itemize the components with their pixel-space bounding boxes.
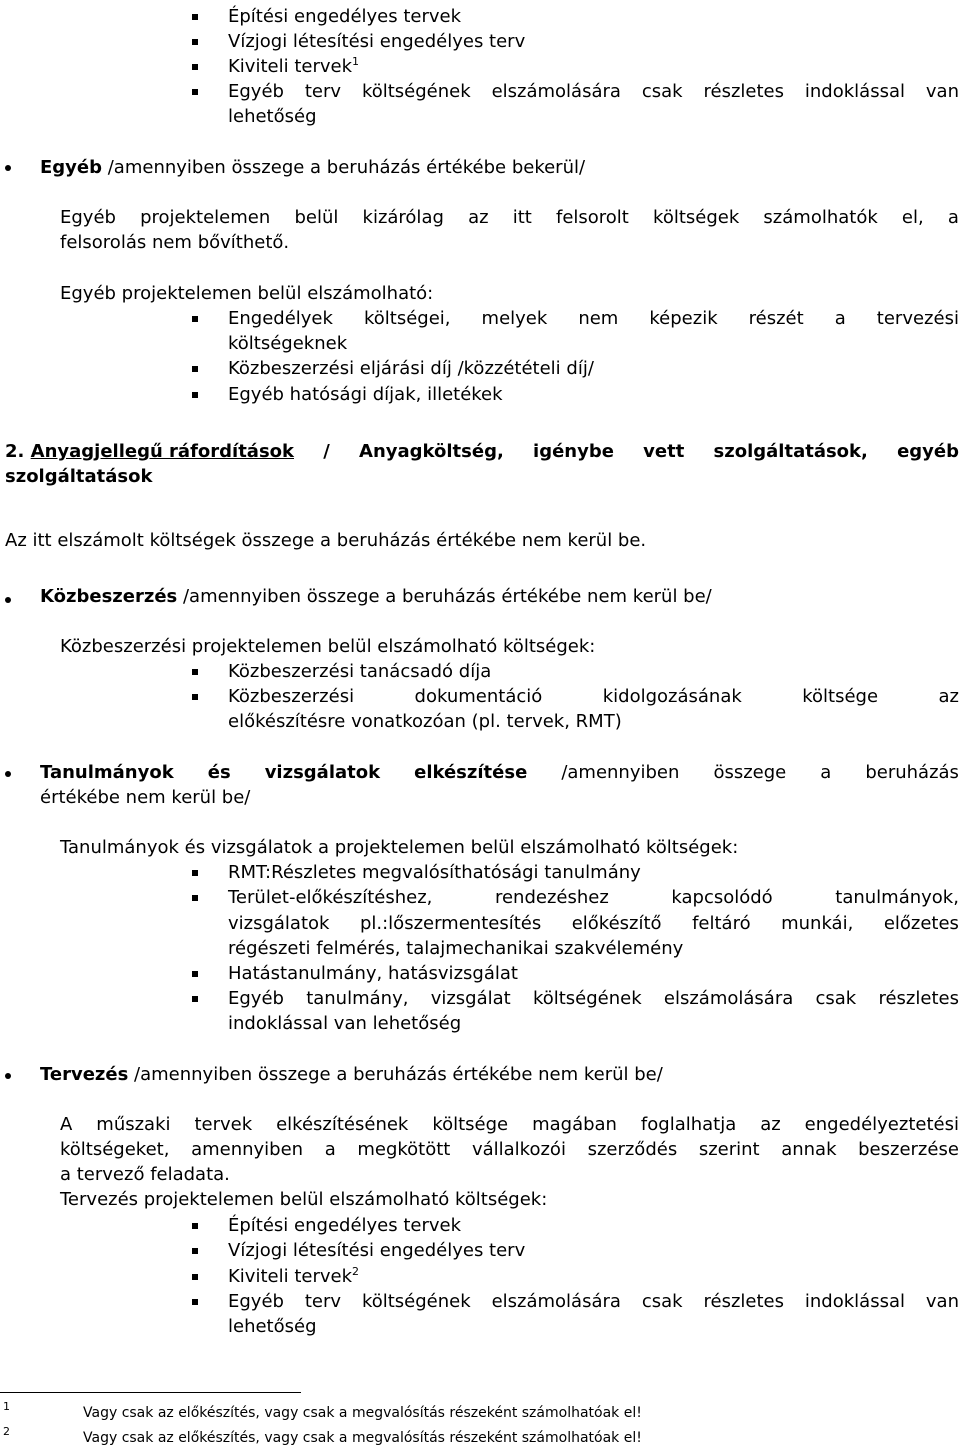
- footnote-text: Vagy csak az előkészítés, vagy csak a megvalósítás részeként számolhatóak el!: [83, 1430, 642, 1446]
- sub-label: Közbeszerzési projektelemen belül elszámolható költségek:: [60, 636, 596, 657]
- footnote-number: 2: [3, 1425, 10, 1438]
- section-heading: Tanulmányok és vizsgálatok elkészítése /amennyiben összege a beruházás: [40, 762, 959, 783]
- list-item: Közbeszerzési eljárási díj /közzétételi díj/: [228, 358, 594, 379]
- square-bullet-icon: [192, 1223, 198, 1229]
- list-item-line: Egyéb terv költségének elszámolására csak részletes indoklással van: [228, 1291, 959, 1312]
- list-item-line: indoklással van lehetőség: [228, 1013, 462, 1034]
- square-bullet-icon: [192, 669, 198, 675]
- footnote-number: 1: [3, 1400, 10, 1413]
- square-bullet-icon: [192, 971, 198, 977]
- bullet-dot-icon: [5, 165, 11, 171]
- list-item: Közbeszerzési tanácsadó díja: [228, 661, 492, 682]
- section-title-line2: szolgáltatások: [5, 466, 153, 487]
- list-item: Hatástanulmány, hatásvizsgálat: [228, 963, 518, 984]
- list-item-line: Engedélyek költségei, melyek nem képezik részét a tervezési: [228, 308, 959, 329]
- section-note: Az itt elszámolt költségek összege a beruházás értékébe nem kerül be.: [5, 530, 647, 551]
- list-item: Kiviteli tervek$^1$: [228, 55, 359, 77]
- list-item: Vízjogi létesítési engedélyes terv: [228, 1240, 526, 1261]
- footnote-ref: 1: [352, 55, 359, 68]
- square-bullet-icon: [192, 89, 198, 95]
- list-item-line: lehetőség: [228, 1316, 317, 1337]
- list-item: RMT:Részletes megvalósíthatósági tanulmány: [228, 862, 641, 883]
- sub-label: Tanulmányok és vizsgálatok a projektelemen belül elszámolható költségek:: [60, 837, 739, 858]
- list-item-line: vizsgálatok pl.:lőszermentesítés előkészítő feltáró munkái, előzetes: [228, 913, 959, 934]
- section-heading: Közbeszerzés /amennyiben összege a beruházás értékébe nem kerül be/: [40, 586, 712, 607]
- list-item-line: lehetőség: [228, 106, 317, 127]
- square-bullet-icon: [192, 316, 198, 322]
- footnote-text: Vagy csak az előkészítés, vagy csak a megvalósítás részeként számolhatóak el!: [83, 1405, 642, 1421]
- footnote-ref: 2: [352, 1265, 359, 1278]
- paragraph-line: felsorolás nem bővíthető.: [60, 232, 290, 253]
- square-bullet-icon: [192, 1274, 198, 1280]
- square-bullet-icon: [192, 366, 198, 372]
- square-bullet-icon: [192, 694, 198, 700]
- paragraph-line: a tervező feladata.: [60, 1164, 230, 1185]
- section-heading: Egyéb /amennyiben összege a beruházás értékébe bekerül/: [40, 157, 586, 178]
- paragraph-line: költségeket, amennyiben a megkötött vállalkozói szerződés szerint annak beszerzése: [60, 1139, 959, 1160]
- square-bullet-icon: [192, 895, 198, 901]
- sub-label: Tervezés projektelemen belül elszámolható költségek:: [60, 1189, 548, 1210]
- square-bullet-icon: [192, 64, 198, 70]
- list-item-line: régészeti felmérés, talajmechanikai szakvélemény: [228, 938, 684, 959]
- paragraph-line: A műszaki tervek elkészítésének költsége magában foglalhatja az engedélyeztetési: [60, 1114, 959, 1135]
- square-bullet-icon: [192, 14, 198, 20]
- bullet-dot-icon: [5, 1073, 11, 1079]
- list-item-line: Egyéb tanulmány, vizsgálat költségének elszámolására csak részletes: [228, 988, 959, 1009]
- list-item: Kiviteli tervek$^2$: [228, 1265, 359, 1287]
- bullet-dot-icon: [5, 597, 11, 603]
- list-item: Vízjogi létesítési engedélyes terv: [228, 31, 526, 52]
- square-bullet-icon: [192, 1248, 198, 1254]
- section-title: 2. Anyagjellegű ráfordítások / Anyagköltség, igénybe vett szolgáltatások, egyéb: [5, 441, 959, 462]
- footnote-divider: [0, 1392, 301, 1393]
- square-bullet-icon: [192, 996, 198, 1002]
- paragraph-line: Egyéb projektelemen belül kizárólag az itt felsorolt költségek számolhatók el, a: [60, 207, 959, 228]
- list-item-line: előkészítésre vonatkozóan (pl. tervek, RMT): [228, 711, 622, 732]
- list-item-line: Terület-előkészítéshez, rendezéshez kapcsolódó tanulmányok,: [228, 887, 959, 908]
- section-heading-line2: értékébe nem kerül be/: [40, 787, 251, 808]
- square-bullet-icon: [192, 39, 198, 45]
- sub-label: Egyéb projektelemen belül elszámolható:: [60, 283, 434, 304]
- section-heading: Tervezés /amennyiben összege a beruházás értékébe nem kerül be/: [40, 1064, 663, 1085]
- square-bullet-icon: [192, 392, 198, 398]
- list-item-line: Egyéb terv költségének elszámolására csak részletes indoklással van: [228, 81, 959, 102]
- square-bullet-icon: [192, 870, 198, 876]
- list-item: Építési engedélyes tervek: [228, 1215, 462, 1236]
- list-item-line: költségeknek: [228, 333, 348, 354]
- list-item: Építési engedélyes tervek: [228, 6, 462, 27]
- list-item: Egyéb hatósági díjak, illetékek: [228, 384, 503, 405]
- list-item-line: Közbeszerzési dokumentáció kidolgozásának költsége az: [228, 686, 959, 707]
- square-bullet-icon: [192, 1299, 198, 1305]
- bullet-dot-icon: [5, 771, 11, 777]
